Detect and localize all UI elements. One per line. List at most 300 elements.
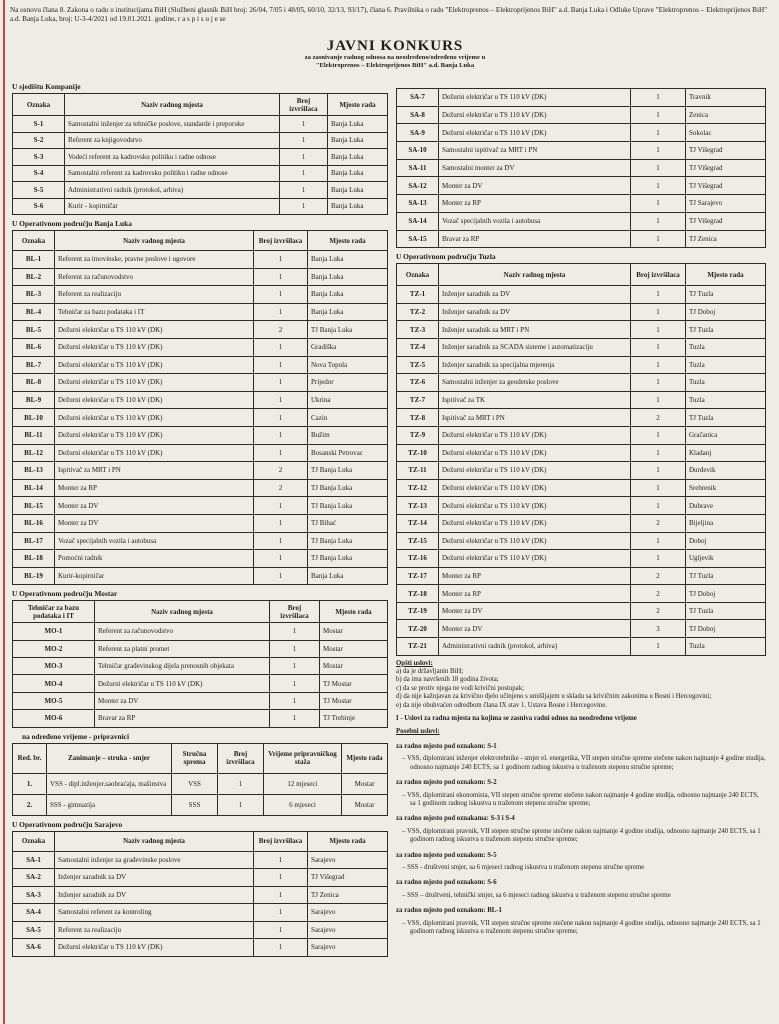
cell-broj: 1	[631, 159, 686, 177]
cell-oznaka: SA-5	[13, 921, 55, 939]
table-row	[13, 497, 388, 515]
cell-oznaka: BL-7	[13, 356, 55, 374]
cell-broj: 1	[631, 286, 686, 304]
cell-naziv: Vozač specijalnih vozila i autobusa	[55, 532, 254, 550]
cell-mjesto: Banja Luka	[308, 251, 388, 269]
cell-broj: 1	[270, 658, 320, 675]
table-row	[13, 116, 388, 133]
cell-mjesto: Mostar	[320, 640, 388, 657]
cell-naziv: Inženjer saradnik za DV	[439, 303, 631, 321]
cell-naziv: Inženjer saradnik za DV	[439, 286, 631, 304]
cell-broj: 1	[254, 869, 308, 887]
header-broj: Broj izvršilaca	[254, 831, 308, 851]
header-mjesto: Mjesto rada	[308, 831, 388, 851]
table-row	[13, 149, 388, 166]
cell-oznaka: SA-6	[13, 939, 55, 957]
table-header-row	[13, 94, 388, 116]
general-condition-item: c) da se protiv njega ne vodi krivični postupak;	[396, 684, 524, 692]
cell-naziv: Ispitivač za MRT i PN	[439, 409, 631, 427]
cell-broj: 2	[254, 321, 308, 339]
condition-label: za radno mjesto pod oznakom: S-1	[396, 742, 497, 750]
cell-broj: 1	[254, 303, 308, 321]
cell-naziv: Inženjer saradnik za specijalna mjerenja	[439, 356, 631, 374]
table-row	[13, 640, 388, 657]
cell-naziv: Dežurni električar u TS 110 kV (DK)	[55, 321, 254, 339]
header-naziv: Naziv radnog mjesta	[55, 231, 254, 251]
pri-header-2: Stručna sprema	[172, 743, 218, 773]
cell-oznaka: TZ-12	[397, 479, 439, 497]
cell-mjesto: Mostar	[320, 658, 388, 675]
table-row	[13, 921, 388, 939]
cell-oznaka: SA-3	[13, 886, 55, 904]
condition-text: – VSS, diplomirani pravnik, VII stepen stručne spreme stečene nakon najmanje 4 godine studija, odnosno najmanje 240 ECTS, sa 1 godinom radnog iskustva u traženom stepenu stručne spreme;	[402, 919, 761, 935]
cell-mjesto: TJ Višegrad	[686, 212, 766, 230]
condition-text: – VSS, diplomirani inženjer elektrotehnike - smjer el. energetika, VII stepen stručne spreme stečene nakon najmanje 4 godine studija, odnosno najmanje 240 ECTS, sa 1 godinom radnog iskustva u traženom stepenu stručne spreme;	[402, 755, 766, 771]
header-oznaka: Oznaka	[13, 831, 55, 851]
header-naziv: Naziv radnog mjesta	[439, 264, 631, 286]
table-header-row	[13, 231, 388, 251]
cell-broj: 2	[631, 602, 686, 620]
condition-label: za radno mjesto pod oznakom: S-6	[396, 879, 497, 887]
table-row	[13, 303, 388, 321]
table-row	[13, 675, 388, 692]
table-row	[13, 623, 388, 640]
cell-mjesto: Sarajevo	[308, 921, 388, 939]
table-header-row	[397, 264, 766, 286]
cell-oznaka: TZ-15	[397, 532, 439, 550]
cell-mjesto: Gračanica	[686, 426, 766, 444]
table-row	[13, 939, 388, 957]
cell-broj: 3	[631, 620, 686, 638]
cell-broj: 1	[631, 230, 686, 248]
cell-mjesto: TJ Banja Luka	[308, 462, 388, 480]
cell-naziv: Samostalni inženjer za tehničke poslove, standarde i preporuke	[65, 116, 280, 133]
cell-naziv: Vodeći referent za kadrovsku politiku i radne odnose	[65, 149, 280, 166]
cell-oznaka: TZ-17	[397, 567, 439, 585]
cell-broj: 1	[270, 675, 320, 692]
cell-naziv: Dežurni električar u TS 110 kV (DK)	[439, 426, 631, 444]
table-bl	[12, 230, 388, 585]
cell-naziv: Monter za RP	[55, 479, 254, 497]
cell-mjesto: Ukrina	[308, 391, 388, 409]
cell-mjesto: Banja Luka	[328, 182, 388, 199]
cell-naziv: Referent za računovodstvo	[95, 623, 270, 640]
cell-broj: 1	[254, 550, 308, 568]
cell-oznaka: SA-1	[13, 851, 55, 869]
cell-naziv: Dežurni električar u TS 110 kV (DK)	[439, 514, 631, 532]
cell-broj: 1	[631, 532, 686, 550]
header-oznaka: Oznaka	[13, 231, 55, 251]
cell-naziv: Monter za DV	[55, 497, 254, 515]
cell-mjesto: Tuzla	[686, 374, 766, 392]
table-row	[13, 444, 388, 462]
table-row	[397, 177, 766, 195]
section-title-sa: U Operativnom području Sarajevo	[12, 819, 123, 829]
cell-naziv: Samostalni inženjer za građevinske poslove	[55, 851, 254, 869]
cell-naziv: Samostalni monter za DV	[439, 159, 631, 177]
cell-oznaka: BL-18	[13, 550, 55, 568]
cell-mjesto: Cazin	[308, 409, 388, 427]
header-broj: Broj izvršilaca	[270, 601, 320, 623]
table-row	[397, 391, 766, 409]
cell-broj: 2	[631, 514, 686, 532]
cell-mjesto: TJ Doboj	[686, 585, 766, 603]
cell-mjesto: Prijedor	[308, 374, 388, 392]
header-first: Tehničar za bazu podataka i IT	[13, 601, 95, 623]
cell-naziv: Monter za DV	[439, 177, 631, 195]
cell-oznaka: BL-11	[13, 426, 55, 444]
cell-oznaka: BL-4	[13, 303, 55, 321]
cell-mjesto: 1	[218, 794, 264, 815]
cell-oznaka: BL-9	[13, 391, 55, 409]
cell-mjesto: Ugljevik	[686, 550, 766, 568]
table-row	[13, 321, 388, 339]
condition-label: za radno mjesto pod oznakom: BL-1	[396, 907, 502, 915]
cell-broj: 1	[254, 851, 308, 869]
table-row	[13, 356, 388, 374]
cell-broj: 1	[280, 165, 328, 182]
table-row	[397, 638, 766, 656]
cell-mjesto: Bosanski Petrovac	[308, 444, 388, 462]
cell-oznaka: BL-19	[13, 567, 55, 585]
cell-6: Mostar	[342, 794, 388, 815]
cell-naziv: Referent za realizaciju	[55, 921, 254, 939]
table-row	[13, 886, 388, 904]
right-column	[396, 88, 766, 936]
cell-mjesto: TJ Mostar	[320, 675, 388, 692]
cell-mjesto: Đurđevik	[686, 462, 766, 480]
table-header-row	[13, 743, 388, 773]
cell-broj: 1	[631, 106, 686, 124]
cell-broj: 1	[631, 303, 686, 321]
cell-broj: 1	[631, 374, 686, 392]
cell-mjesto: Banja Luka	[328, 116, 388, 133]
cell-naziv: Monter za RP	[439, 195, 631, 213]
cell-naziv: Monter za DV	[55, 514, 254, 532]
cell-naziv: Inženjer saradnik za DV	[55, 869, 254, 887]
cell-oznaka: BL-1	[13, 251, 55, 269]
general-condition-item: d) da nije kažnjavan za krivično djelo učinjeno s umišljajem u skladu sa krivičnim zakonima u Bosni i Hercegovini;	[396, 693, 712, 701]
cell-oznaka: TZ-6	[397, 374, 439, 392]
cell-mjesto: Bužim	[308, 426, 388, 444]
cell-broj: 1	[254, 567, 308, 585]
cell-naziv: Monter za DV	[439, 620, 631, 638]
cell-oznaka: MO-2	[13, 640, 95, 657]
cell-oznaka: SA-13	[397, 195, 439, 213]
title-text: JAVNI KONKURS	[326, 38, 464, 54]
cell-broj: 1	[631, 391, 686, 409]
table-row	[397, 195, 766, 213]
cell-mjesto: TJ Banja Luka	[308, 497, 388, 515]
general-condition-item: e) da nije obuhvaćen odredbom člana IX stav 1. Ustava Bosne i Hercegovine.	[396, 701, 608, 709]
cell-broj: 2	[254, 479, 308, 497]
table-row	[13, 904, 388, 922]
cell-oznaka: S-3	[13, 149, 65, 166]
cell-mjesto: Banja Luka	[308, 286, 388, 304]
cell-naziv: Ispitivač za MRT i PN	[55, 462, 254, 480]
cell-naziv: Dežurni električar u TS 110 kV (DK)	[439, 479, 631, 497]
table-row	[397, 479, 766, 497]
cell-broj: 1	[254, 921, 308, 939]
section-title-mo: U Operativnom području Mostar	[12, 589, 118, 599]
table-row	[13, 374, 388, 392]
subtitle-line-1: za zasnivanje radnog odnosa na neodređeno/određeno vrijeme u	[304, 54, 486, 61]
cell-broj: 1	[254, 356, 308, 374]
table-row	[13, 514, 388, 532]
cell-mjesto: Banja Luka	[328, 132, 388, 149]
table-tz	[396, 263, 766, 655]
cell-naziv: Referent za računovodstvo	[55, 268, 254, 286]
cell-oznaka: TZ-11	[397, 462, 439, 480]
cell-oznaka: S-1	[13, 116, 65, 133]
table-row	[13, 479, 388, 497]
table-row	[397, 426, 766, 444]
condition-text: – VSS, diplomirani ekonomista, VII stepen stručne spreme stečene nakon najmanje 4 godine studija, odnosno najmanje 240 ECTS, sa 1 godinom radnog iskustva u traženom stepenu stručne spreme;	[402, 791, 759, 807]
cell-naziv: Inženjer saradnik za DV	[55, 886, 254, 904]
cell-mjesto: TJ Sarajevo	[686, 195, 766, 213]
cell-oznaka: TZ-18	[397, 585, 439, 603]
table-row	[397, 159, 766, 177]
cell-oznaka: MO-6	[13, 710, 95, 727]
cell-oznaka: S-4	[13, 165, 65, 182]
cell-mjesto: TJ Banja Luka	[308, 321, 388, 339]
cell-oznaka: MO-5	[13, 692, 95, 709]
cell-mjesto: Nova Topola	[308, 356, 388, 374]
cell-mjesto: TJ Višegrad	[686, 159, 766, 177]
cell-oznaka: BL-3	[13, 286, 55, 304]
cell-oznaka: BL-2	[13, 268, 55, 286]
cell-mjesto: Tuzla	[686, 391, 766, 409]
cell-broj: 1	[254, 409, 308, 427]
cell-mjesto: TJ Mostar	[320, 692, 388, 709]
conditions-section	[396, 660, 766, 937]
table-row	[13, 198, 388, 215]
cell-oznaka: BL-6	[13, 338, 55, 356]
table-row	[397, 550, 766, 568]
table-row	[13, 409, 388, 427]
cell-broj: 1	[254, 532, 308, 550]
table-row	[13, 251, 388, 269]
cell-mjesto: TJ Banja Luka	[308, 479, 388, 497]
cell-broj: 1	[631, 124, 686, 142]
header-broj: Broj izvršilaca	[631, 264, 686, 286]
cell-broj: 1	[254, 251, 308, 269]
table-row	[397, 230, 766, 248]
cell-mjesto: 1	[218, 773, 264, 794]
cell-oznaka: TZ-13	[397, 497, 439, 515]
cell-naziv: Referent za knjigovodstvo	[65, 132, 280, 149]
cell-naziv: Monter za RP	[439, 585, 631, 603]
cell-naziv: Tehničar za bazu podataka i IT	[55, 303, 254, 321]
cell-oznaka: TZ-5	[397, 356, 439, 374]
cell-naziv: Inženjer saradnik za MRT i PN	[439, 321, 631, 339]
cell-broj: 2	[631, 409, 686, 427]
cell-broj: 1	[631, 142, 686, 160]
table-row	[13, 773, 388, 794]
cell-naziv: Dežurni električar u TS 110 kV (DK)	[55, 391, 254, 409]
condition-label: za radno mjesto pod oznakom: S-5	[396, 851, 497, 859]
cell-oznaka: S-6	[13, 198, 65, 215]
table-row	[397, 321, 766, 339]
cell-oznaka: TZ-19	[397, 602, 439, 620]
section-title-pripravnici: na određeno vrijeme - pripravnici	[22, 731, 130, 741]
general-condition-item: b) da ima navršenih 18 godina života;	[396, 676, 499, 684]
cell-naziv: Dežurni električar u TS 110 kV (DK)	[95, 675, 270, 692]
cell-broj: 2	[631, 585, 686, 603]
cell-broj: 1	[280, 116, 328, 133]
table-sa	[12, 831, 388, 957]
cell-oznaka: 2.	[13, 794, 47, 815]
cell-oznaka: TZ-2	[397, 303, 439, 321]
pri-header-3: Broj izvršilaca	[218, 743, 264, 773]
cell-broj: 1	[254, 904, 308, 922]
cell-mjesto: Gradiška	[308, 338, 388, 356]
cell-naziv: Tehničar građevinskog dijela prenosnih objekata	[95, 658, 270, 675]
table-row	[397, 212, 766, 230]
cell-naziv: Dežurni električar u TS 110 kV (DK)	[439, 532, 631, 550]
cell-oznaka: BL-5	[13, 321, 55, 339]
cell-naziv: Dežurni električar u TS 110 kV (DK)	[439, 124, 631, 142]
cell-naziv: Referent za imovinske, pravne poslove i ugovore	[55, 251, 254, 269]
cell-naziv: Administrativni radnik (protokol, arhiva)	[65, 182, 280, 199]
cell-naziv: Referent za platni promet	[95, 640, 270, 657]
table-row	[13, 567, 388, 585]
table-row	[13, 794, 388, 815]
table-row	[13, 338, 388, 356]
condition-text: – SSS – društveni, tehnički smjer, sa 6 mjeseci radnog iskustva u traženom stepenu stručne spreme	[402, 891, 671, 899]
header-naziv: Naziv radnog mjesta	[55, 831, 254, 851]
table-row	[13, 132, 388, 149]
cell-oznaka: BL-16	[13, 514, 55, 532]
cell-mjesto: TJ Tuzla	[686, 602, 766, 620]
table-row	[397, 338, 766, 356]
cell-oznaka: TZ-20	[397, 620, 439, 638]
cell-naziv: Samostalni ispitivač za MRT i PN	[439, 142, 631, 160]
table-row	[13, 462, 388, 480]
cell-broj: 1	[631, 479, 686, 497]
cell-5: 6 mjeseci	[264, 794, 342, 815]
cell-broj: 1	[254, 338, 308, 356]
pri-header-1: Zanimanje – struka - smjer	[47, 743, 172, 773]
cell-mjesto: TJ Banja Luka	[308, 550, 388, 568]
table-row	[397, 567, 766, 585]
cell-mjesto: TJ Tuzla	[686, 409, 766, 427]
table-row	[397, 374, 766, 392]
cell-broj: 1	[280, 182, 328, 199]
intro-paragraph: Na osnovu člana 8. Zakona o radu u institucijama BiH (Službeni glasnik BiH broj: 26/04, 7/05 i 48/05, 60/10, 32/13, 93/17), člana 6. Pravilnika o radu "Elektroprenos – Elektroprijenos BiH" a.d. Banja Luka i Odluke Uprave "Elektroprenos – Elektroprijenos BiH" a.d. Banja Luka, broj: U-3-4/2021 od 19.01.2021. godine, r a s p i s u j e se	[10, 6, 768, 23]
cell-oznaka: BL-12	[13, 444, 55, 462]
cell-naziv: Monter za DV	[439, 602, 631, 620]
general-conditions-title: Opšti uslovi:	[396, 659, 433, 667]
special-conditions-title: Posebni uslovi:	[396, 727, 440, 735]
condition-label: za radno mjesto pod oznakom: S-2	[396, 779, 497, 787]
cell-mjesto: Tuzla	[686, 638, 766, 656]
table-row	[397, 462, 766, 480]
table-row	[13, 426, 388, 444]
cell-naziv: Samostalni inženjer za geodetske poslove	[439, 374, 631, 392]
cell-oznaka: SA-4	[13, 904, 55, 922]
cell-mjesto: TJ Zenica	[686, 230, 766, 248]
table-row	[397, 124, 766, 142]
table-row	[13, 692, 388, 709]
cell-broj: 1	[254, 374, 308, 392]
cell-broj: 1	[631, 212, 686, 230]
cell-broj: 1	[254, 497, 308, 515]
cell-naziv: Inženjer saradnik za SCADA sisteme i automatizaciju	[439, 338, 631, 356]
cell-broj: 1	[270, 710, 320, 727]
cell-mjesto: Sarajevo	[308, 904, 388, 922]
cell-broj: 1	[254, 426, 308, 444]
table-row	[13, 869, 388, 887]
cell-broj: 1	[254, 444, 308, 462]
cell-broj: 1	[254, 514, 308, 532]
table-row	[397, 514, 766, 532]
cell-naziv: Dežurni električar u TS 110 kV (DK)	[55, 374, 254, 392]
cell-naziv: Samostalni referent za kadrovsku politiku i radne odnose	[65, 165, 280, 182]
cell-broj: 1	[631, 321, 686, 339]
cell-broj: SSS	[172, 794, 218, 815]
table-row	[13, 550, 388, 568]
cell-broj: 2	[254, 462, 308, 480]
cell-5: 12 mjeseci	[264, 773, 342, 794]
cell-naziv: Bravar za RP	[439, 230, 631, 248]
table-row	[397, 409, 766, 427]
condition-text: – VSS, diplomirani pravnik, VII stepen stručne spreme stečene nakon najmanje 4 godine studija, odnosno najmanje 240 ECTS, sa 1 godinom radnog iskustva u traženom stepenu stručne spreme;	[402, 827, 761, 844]
cell-mjesto: TJ Tuzla	[686, 321, 766, 339]
header-mjesto: Mjesto rada	[686, 264, 766, 286]
cell-naziv: Samostalni referent za kontroling	[55, 904, 254, 922]
cell-naziv: SSS - gimnazija	[47, 794, 172, 815]
cell-naziv: Dežurni električar u TS 110 kV (DK)	[439, 462, 631, 480]
cell-broj: 1	[631, 177, 686, 195]
cell-mjesto: Zenica	[686, 106, 766, 124]
cell-oznaka: SA-7	[397, 89, 439, 107]
cell-broj: 1	[631, 497, 686, 515]
cell-mjesto: TJ Višegrad	[308, 869, 388, 887]
cell-oznaka: S-5	[13, 182, 65, 199]
cell-broj: 1	[270, 692, 320, 709]
cell-naziv: Monter za RP	[439, 567, 631, 585]
cell-oznaka: SA-12	[397, 177, 439, 195]
cell-oznaka: SA-9	[397, 124, 439, 142]
cell-naziv: Monter za DV	[95, 692, 270, 709]
cell-broj: 1	[254, 939, 308, 957]
header-mjesto: Mjesto rada	[320, 601, 388, 623]
cell-mjesto: Sarajevo	[308, 851, 388, 869]
cell-mjesto: Sarajevo	[308, 939, 388, 957]
cell-mjesto: TJ Višegrad	[686, 142, 766, 160]
cell-broj: 1	[270, 640, 320, 657]
cell-naziv: Referent za realizaciju	[55, 286, 254, 304]
cell-naziv: Kurir - kopirničar	[65, 198, 280, 215]
cell-naziv: Dežurni električar u TS 110 kV (DK)	[55, 426, 254, 444]
cell-naziv: Dežurni električar u TS 110 kV (DK)	[55, 356, 254, 374]
table-header-row	[13, 831, 388, 851]
cell-oznaka: SA-15	[397, 230, 439, 248]
cell-naziv: Administrativni radnik (protokol, arhiva)	[439, 638, 631, 656]
table-sa-continued	[396, 88, 766, 248]
header-mjesto: Mjesto rada	[328, 94, 388, 116]
cell-mjesto: Banja Luka	[308, 567, 388, 585]
cell-mjesto: Tuzla	[686, 356, 766, 374]
cell-broj: 1	[631, 444, 686, 462]
cell-broj: 1	[631, 426, 686, 444]
cell-mjesto: Doboj	[686, 532, 766, 550]
table-row	[397, 286, 766, 304]
table-row	[13, 658, 388, 675]
general-conditions-list	[396, 668, 766, 710]
section-title-tz: U Operativnom području Tuzla	[396, 252, 496, 262]
